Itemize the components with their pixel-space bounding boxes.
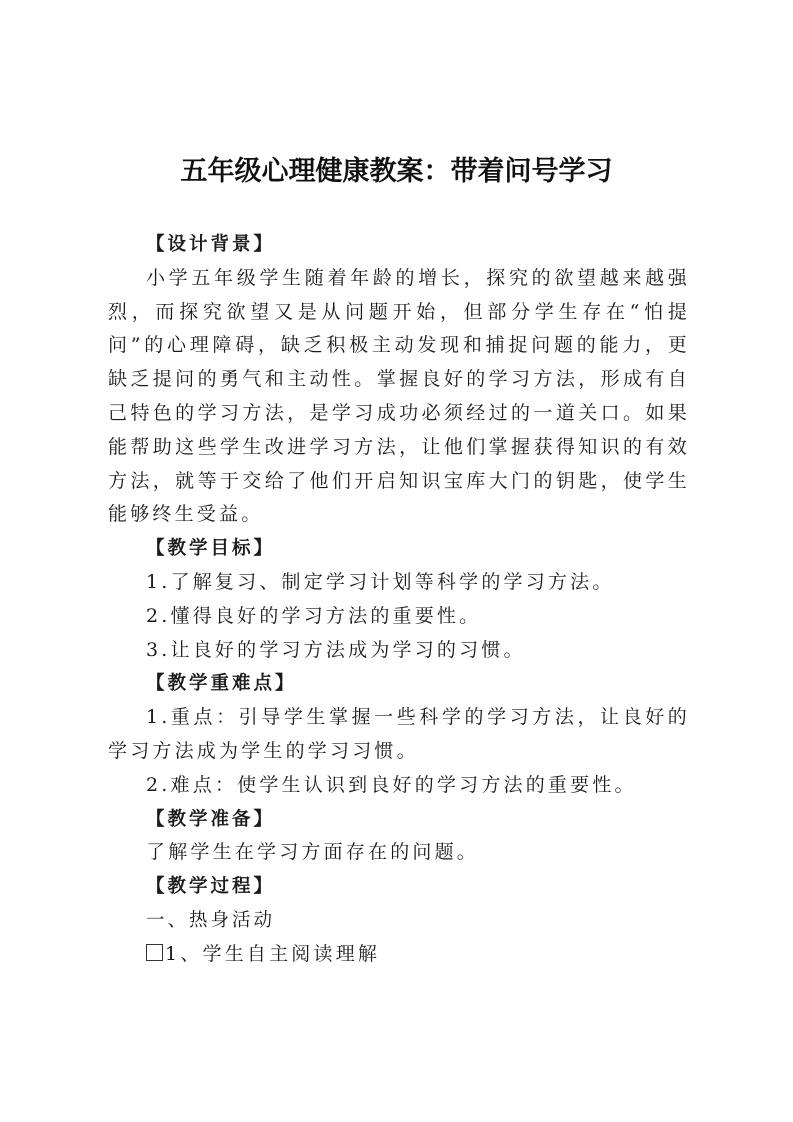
document-body xyxy=(108,228,690,972)
key-point-item: 2.难点：使学生认识到良好的学习方法的重要性。 xyxy=(146,773,637,796)
document-title: 五年级心理健康教案：带着问号学习 xyxy=(180,156,613,187)
section-heading-goals: 【教学目标】 xyxy=(146,538,276,560)
goal-item: 1.了解复习、制定学习计划等科学的学习方法。 xyxy=(146,570,615,593)
process-step xyxy=(108,938,690,972)
section-heading-preparation: 【教学准备】 xyxy=(146,808,276,830)
goal-item: 3.让良好的学习方法成为学习的习惯。 xyxy=(146,638,526,661)
section-heading-key-points: 【教学重难点】 xyxy=(146,673,297,695)
section-heading-process: 【教学过程】 xyxy=(146,876,276,898)
step-text: 学生自主阅读理解 xyxy=(202,942,381,965)
checkbox-glyph-icon xyxy=(146,944,163,961)
preparation-text: 了解学生在学习方面存在的问题。 xyxy=(146,841,480,864)
goal-item: 2.懂得良好的学习方法的重要性。 xyxy=(146,604,482,627)
key-point-item: 1.重点：引导学生掌握一些科学的学习方法，让良好的学习方法成为学生的学习习惯。 xyxy=(108,706,690,762)
section-heading-background: 【设计背景】 xyxy=(146,234,276,255)
background-paragraph: 小学五年级学生随着年龄的增长，探究的欲望越来越强烈，而探究欲望又是从问题开始，但部分学生存在“怕提问”的心理障碍，缺乏积极主动发现和捕捉问题的能力，更缺乏提问的勇气和主动性。掌握良好的学习方法，形成有自己特色的学习方法，是学习成功必须经过的一道关口。如果能帮助这些学生改进学习方法，让他们掌握获得知识的有效方法，就等于交给了他们开启知识宝库大门的钥匙，使学生能够终生受益。 xyxy=(108,266,690,526)
step-number: 1、 xyxy=(165,942,203,965)
process-subheading: 一、热身活动 xyxy=(146,909,276,931)
